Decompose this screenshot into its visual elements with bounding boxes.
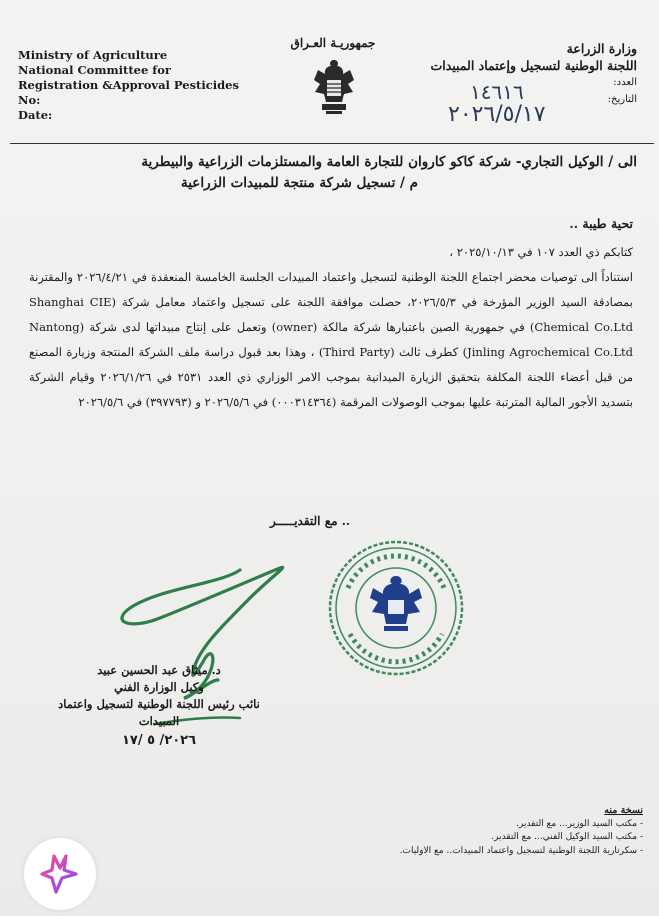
country-title: جمهوريـة العـراق <box>290 36 376 50</box>
letter-body <box>29 240 633 415</box>
sparkle-logo-icon <box>38 852 82 896</box>
number-label-en: No: <box>18 93 41 107</box>
copies-title: نسخة منه <box>604 805 643 816</box>
signature-block <box>40 662 278 749</box>
ministry-en: Ministry of Agriculture <box>18 48 168 62</box>
signatory-name: د. ميثاق عبد الحسين عبيد <box>97 663 221 677</box>
list-item: - سكرتارية اللجنة الوطنية لتسجيل واعتماد المبيدات.. مع الاوليات. <box>399 845 643 856</box>
committee-en-1: National Committee for <box>18 63 171 77</box>
reference-paragraph: كتابكم ذي العدد ١٠٧ في ٢٠٢٥/١٠/١٣ ، <box>449 245 633 259</box>
date-label-ar: التاريخ: <box>607 94 637 105</box>
copies-section <box>323 804 643 858</box>
handwritten-number: ١٤٦١٦ <box>470 80 524 104</box>
signature-date: ٢٠٢٦/ ٥ /١٧ <box>121 733 197 748</box>
list-item: - مكتب السيد الوكيل الفني... مع التقدير. <box>491 832 643 842</box>
number-label-ar: العدد: <box>613 77 637 88</box>
handwritten-date: ٢٠٢٦/٥/١٧ <box>448 102 546 127</box>
date-label-en: Date: <box>18 108 53 122</box>
signatory-title: وكيل الوزارة الفني <box>114 680 204 694</box>
committee-ar: اللجنة الوطنية لتسجيل وإعتماد المبيدات <box>430 58 637 73</box>
copies-list <box>323 818 643 859</box>
signatory-role: نائب رئيس اللجنة الوطنية لتسجيل واعتماد المبيدات <box>58 697 260 728</box>
main-paragraph: استناداً الى توصيات محضر اجتماع اللجنة الوطنية لتسجيل واعتماد المبيدات الجلسة الخامسة المنعقدة في ٢٠٢٦/٤/٢١ والمقترنة بمصادقة السيد الوزير المؤرخة في ٢٠٢٦/٥/٣، حصلت موافقة اللجنة على تسجيل واعتماد معامل شركة (Shanghai CIE Chemical Co.Ltd) في جمهورية الصين باعتبارها شركة مالكة (owner) وتعمل على إنتاج مبيداتها لدى شركة (Nantong Jinling Agrochemical Co.Ltd) كطرف ثالث (Third Party) ، وهذا بعد قبول دراسة ملف الشركة المنتجة وزيارة المصنع من قبل أعضاء اللجنة المكلفة بتحقيق الزيارة الميدانية بموجب الامر الوزاري ذي العدد ٢٥٣١ في ٢٠٢٦/١/٢٦ وقيام الشركة بتسديد الأجور المالية المترتبة عليها بموجب الوصولات المرقمة (٠٠٠٣١٤٣٦٤) في ٢٠٢٦/٥/٦ و (٣٩٧٧٩٣) في ٢٠٢٦/٥/٦ <box>29 270 634 409</box>
addressee-block <box>22 152 637 194</box>
official-stamp-icon <box>326 538 466 678</box>
subject-line: م / تسجيل شركة منتجة للمبيدات الزراعية <box>180 175 419 191</box>
list-item: - مكتب السيد الوزير... مع التقدير. <box>516 818 643 829</box>
addressee-line: الى / الوكيل التجاري- شركة كاكو كاروان للتجارة العامة والمستلزمات الزراعية والبيطرية <box>141 154 637 170</box>
english-letterhead <box>18 48 238 123</box>
greeting: تحية طيبة .. <box>569 216 633 231</box>
app-logo[interactable] <box>24 838 96 910</box>
ministry-ar: وزارة الزراعة <box>566 41 637 56</box>
regards-line: .. مع التقديـــــر <box>270 514 351 528</box>
header-divider <box>10 143 654 144</box>
committee-en-2: Registration &Approval Pesticides <box>18 78 239 92</box>
eagle-emblem-icon <box>308 56 360 118</box>
